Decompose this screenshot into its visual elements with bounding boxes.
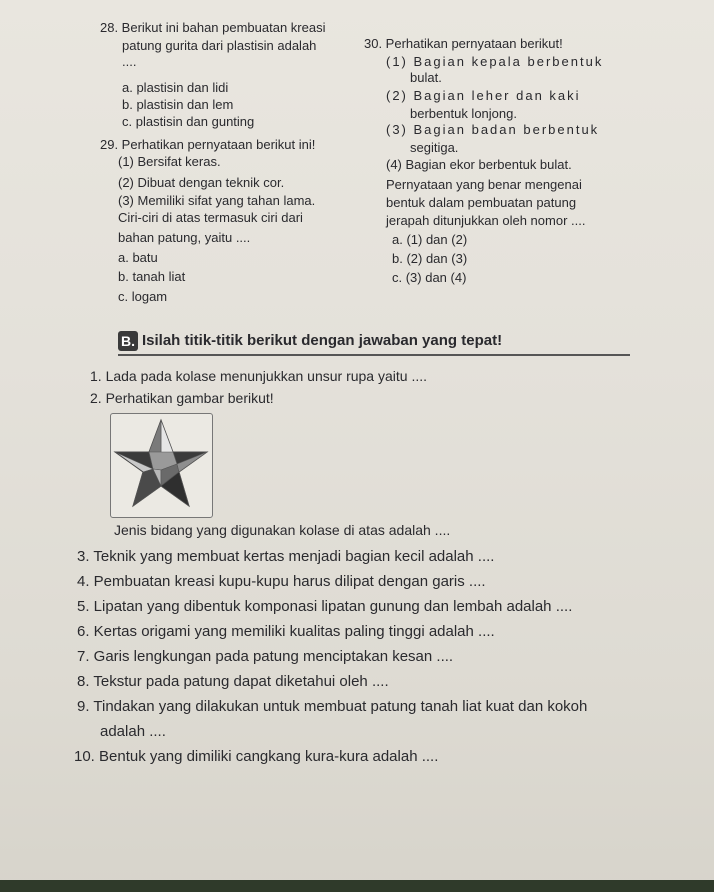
- item-7: 7. Garis lengkungan pada patung menciptakan kesan ....: [77, 648, 454, 665]
- q29-statement-2: (2) Dibuat dengan teknik cor.: [118, 175, 285, 190]
- q30-statement-3a: (3) Bagian badan berbentuk: [386, 122, 600, 137]
- q30-option-a: a. (1) dan (2): [392, 232, 468, 247]
- q30-stem: 30. Perhatikan pernyataan berikut!: [364, 36, 563, 51]
- collage-star-icon: [111, 414, 212, 517]
- q30-statement-1a: (1) Bagian kepala berbentuk: [386, 54, 604, 69]
- q29-option-b: b. tanah liat: [118, 269, 186, 284]
- q30-question-line2: bentuk dalam pembuatan patung: [386, 195, 577, 210]
- q30-statement-4: (4) Bagian ekor berbentuk bulat.: [386, 157, 572, 172]
- q30-statement-3b: segitiga.: [410, 140, 459, 155]
- q30-question-line1: Pernyataan yang benar mengenai: [386, 177, 582, 192]
- item-2: 2. Perhatikan gambar berikut!: [90, 390, 274, 406]
- q29-question-line2: bahan patung, yaitu ....: [118, 230, 251, 245]
- q29-option-c: c. logam: [118, 289, 168, 304]
- item-10: 10. Bentuk yang dimiliki cangkang kura-kura adalah ....: [74, 748, 439, 765]
- item-9: 9. Tindakan yang dilakukan untuk membuat patung tanah liat kuat dan kokoh: [77, 698, 588, 715]
- item-5: 5. Lipatan yang dibentuk komponasi lipatan gunung dan lembah adalah ....: [77, 598, 573, 615]
- item-2-question: Jenis bidang yang digunakan kolase di atas adalah ....: [114, 522, 451, 538]
- q28-option-b: b. plastisin dan lem: [122, 97, 234, 112]
- item-4: 4. Pembuatan kreasi kupu-kupu harus dilipat dengan garis ....: [77, 573, 486, 590]
- item-9-continuation: adalah ....: [100, 723, 166, 740]
- q30-option-c: c. (3) dan (4): [392, 270, 467, 285]
- q29-question-line1: Ciri-ciri di atas termasuk ciri dari: [118, 210, 303, 225]
- q28-stem-line2: patung gurita dari plastisin adalah: [122, 38, 317, 53]
- desk-edge: [0, 880, 714, 892]
- q28-option-a: a. plastisin dan lidi: [122, 80, 229, 95]
- q29-statement-1: (1) Bersifat keras.: [118, 154, 221, 169]
- section-b-title: Isilah titik-titik berikut dengan jawaban yang tepat!: [142, 332, 503, 349]
- item-1: 1. Lada pada kolase menunjukkan unsur rupa yaitu ....: [90, 368, 427, 384]
- q29-stem: 29. Perhatikan pernyataan berikut ini!: [100, 137, 316, 152]
- q29-option-a: a. batu: [118, 250, 158, 265]
- q29-statement-3: (3) Memiliki sifat yang tahan lama.: [118, 193, 316, 208]
- section-b-badge: B.: [118, 331, 138, 351]
- q28-stem-line3: ....: [122, 54, 137, 69]
- q28-stem-line1: 28. Berikut ini bahan pembuatan kreasi: [100, 20, 326, 35]
- q30-option-b: b. (2) dan (3): [392, 251, 468, 266]
- collage-star-figure: [110, 413, 213, 518]
- q30-question-line3: jerapah ditunjukkan oleh nomor ....: [386, 213, 586, 228]
- q30-statement-2b: berbentuk lonjong.: [410, 106, 517, 121]
- q28-option-c: c. plastisin dan gunting: [122, 114, 255, 129]
- q30-statement-2a: (2) Bagian leher dan kaki: [386, 88, 581, 103]
- item-8: 8. Tekstur pada patung dapat diketahui oleh ....: [77, 673, 389, 690]
- q30-statement-1b: bulat.: [410, 70, 442, 85]
- item-3: 3. Teknik yang membuat kertas menjadi bagian kecil adalah ....: [77, 548, 495, 565]
- item-6: 6. Kertas origami yang memiliki kualitas paling tinggi adalah ....: [77, 623, 495, 640]
